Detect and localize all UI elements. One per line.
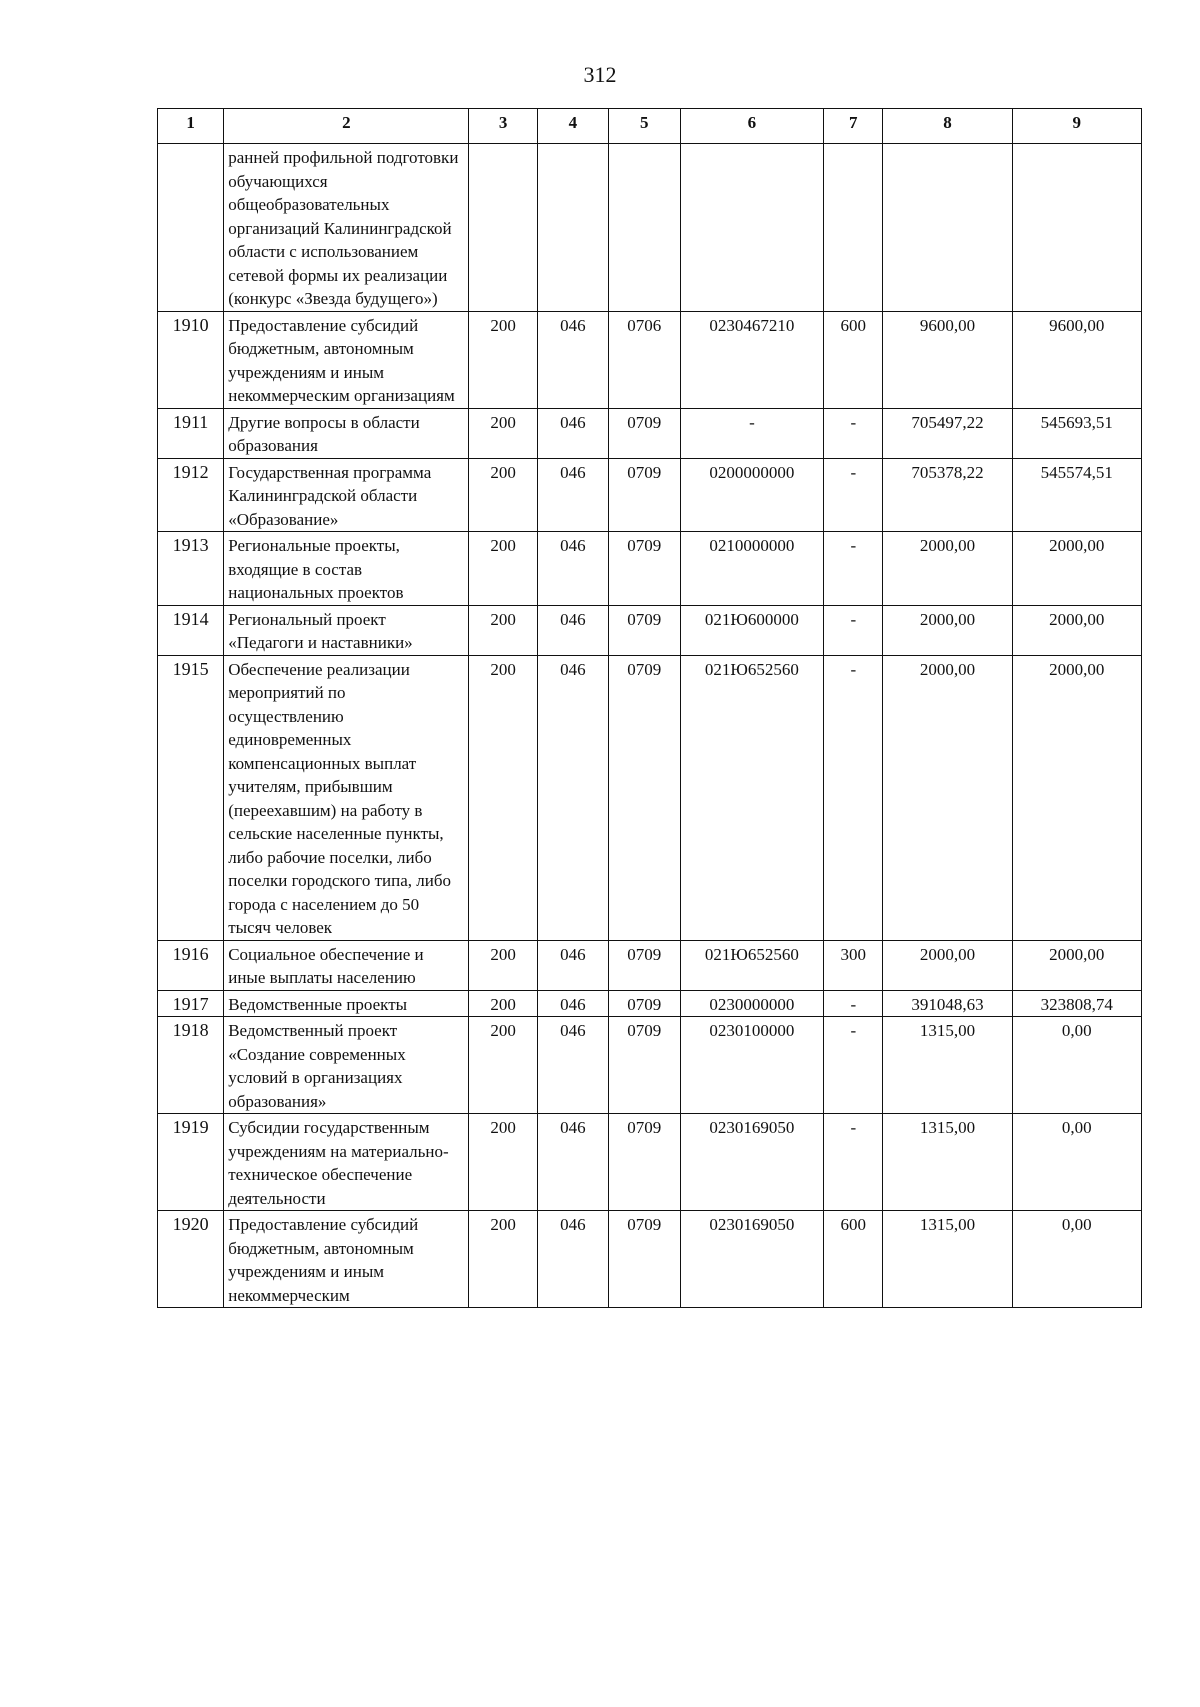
cell-col8: 2000,00	[883, 940, 1012, 990]
cell-col6: 0230100000	[680, 1017, 824, 1114]
cell-col5: 0709	[609, 1114, 680, 1211]
row-number: 1916	[158, 940, 224, 990]
cell-col8: 2000,00	[883, 532, 1012, 606]
cell-col9: 2000,00	[1012, 940, 1141, 990]
cell-col8: 9600,00	[883, 311, 1012, 408]
row-number: 1918	[158, 1017, 224, 1114]
cell-col7: 600	[824, 1211, 883, 1308]
cell-col5: 0709	[609, 532, 680, 606]
header-cell: 7	[824, 109, 883, 144]
cell-col4: 046	[537, 940, 608, 990]
cell-col4: 046	[537, 1211, 608, 1308]
header-cell: 1	[158, 109, 224, 144]
cell-col6: 0230467210	[680, 311, 824, 408]
page-number: 312	[583, 62, 617, 87]
cell-col4: 046	[537, 1114, 608, 1211]
cell-col7: -	[824, 605, 883, 655]
table-row	[158, 1211, 1142, 1308]
cell-col8: 2000,00	[883, 605, 1012, 655]
cell-col4: 046	[537, 458, 608, 532]
row-name: ранней профильной подготовки обучающихся общеобразовательных организаций Калининградской области с использованием сетевой формы их реализации (конкурс «Звезда будущего»)	[224, 144, 469, 312]
row-name: Региональный проект «Педагоги и наставники»	[224, 605, 469, 655]
budget-table	[157, 108, 1142, 1308]
row-number: 1915	[158, 655, 224, 940]
row-name: Субсидии государственным учреждениям на материально-техническое обеспечение деятельности	[224, 1114, 469, 1211]
row-number: 1917	[158, 990, 224, 1017]
row-number	[158, 144, 224, 312]
cell-col9: 0,00	[1012, 1211, 1141, 1308]
cell-col3: 200	[469, 990, 537, 1017]
cell-col6: -	[680, 408, 824, 458]
cell-col8: 391048,63	[883, 990, 1012, 1017]
row-name: Обеспечение реализации мероприятий по осуществлению единовременных компенсационных выплат учителям, прибывшим (переехавшим) на работу в сельские населенные пункты, либо рабочие поселки, либо поселки городского типа, либо города с населением до 50 тысяч человек	[224, 655, 469, 940]
cell-col7: -	[824, 532, 883, 606]
cell-col9: 545693,51	[1012, 408, 1141, 458]
cell-col9: 0,00	[1012, 1017, 1141, 1114]
cell-col7: -	[824, 655, 883, 940]
row-name: Социальное обеспечение и иные выплаты населению	[224, 940, 469, 990]
cell-col6: 021Ю652560	[680, 940, 824, 990]
cell-col3: 200	[469, 940, 537, 990]
table-row	[158, 458, 1142, 532]
table-row	[158, 1017, 1142, 1114]
cell-col6: 021Ю600000	[680, 605, 824, 655]
cell-col9: 0,00	[1012, 1114, 1141, 1211]
cell-col9: 2000,00	[1012, 605, 1141, 655]
header-cell: 9	[1012, 109, 1141, 144]
row-name: Ведомственные проекты	[224, 990, 469, 1017]
cell-col3: 200	[469, 1114, 537, 1211]
cell-col6: 0210000000	[680, 532, 824, 606]
cell-col4: 046	[537, 1017, 608, 1114]
row-name: Ведомственный проект «Создание современных условий в организациях образования»	[224, 1017, 469, 1114]
row-name: Региональные проекты, входящие в состав национальных проектов	[224, 532, 469, 606]
cell-col7: -	[824, 1017, 883, 1114]
cell-col4: 046	[537, 990, 608, 1017]
cell-col7: -	[824, 408, 883, 458]
row-name: Другие вопросы в области образования	[224, 408, 469, 458]
cell-col3	[469, 144, 537, 312]
table-row	[158, 655, 1142, 940]
cell-col7: 300	[824, 940, 883, 990]
header-cell: 8	[883, 109, 1012, 144]
row-number: 1911	[158, 408, 224, 458]
cell-col6: 021Ю652560	[680, 655, 824, 940]
cell-col5: 0709	[609, 940, 680, 990]
cell-col4: 046	[537, 532, 608, 606]
cell-col7	[824, 144, 883, 312]
cell-col5	[609, 144, 680, 312]
table-row	[158, 532, 1142, 606]
cell-col3: 200	[469, 1211, 537, 1308]
row-number: 1914	[158, 605, 224, 655]
cell-col4	[537, 144, 608, 312]
row-number: 1920	[158, 1211, 224, 1308]
row-name: Предоставление субсидий бюджетным, автономным учреждениям и иным некоммерческим организациям	[224, 311, 469, 408]
cell-col7: -	[824, 458, 883, 532]
cell-col8: 1315,00	[883, 1114, 1012, 1211]
header-row	[158, 109, 1142, 144]
cell-col8: 705497,22	[883, 408, 1012, 458]
cell-col5: 0709	[609, 1211, 680, 1308]
cell-col6: 0200000000	[680, 458, 824, 532]
cell-col5: 0709	[609, 655, 680, 940]
cell-col4: 046	[537, 605, 608, 655]
row-name: Государственная программа Калининградской области «Образование»	[224, 458, 469, 532]
cell-col7: -	[824, 990, 883, 1017]
cell-col5: 0709	[609, 408, 680, 458]
table-row	[158, 940, 1142, 990]
cell-col8: 1315,00	[883, 1211, 1012, 1308]
cell-col5: 0709	[609, 458, 680, 532]
cell-col8: 705378,22	[883, 458, 1012, 532]
cell-col3: 200	[469, 532, 537, 606]
table-row	[158, 1114, 1142, 1211]
cell-col8: 2000,00	[883, 655, 1012, 940]
cell-col3: 200	[469, 605, 537, 655]
cell-col6: 0230169050	[680, 1211, 824, 1308]
header-cell: 6	[680, 109, 824, 144]
cell-col3: 200	[469, 655, 537, 940]
cell-col5: 0709	[609, 990, 680, 1017]
cell-col9: 2000,00	[1012, 655, 1141, 940]
cell-col9: 545574,51	[1012, 458, 1141, 532]
cell-col3: 200	[469, 458, 537, 532]
cell-col5: 0706	[609, 311, 680, 408]
row-name: Предоставление субсидий бюджетным, автономным учреждениям и иным некоммерческим	[224, 1211, 469, 1308]
table-row	[158, 144, 1142, 312]
cell-col6	[680, 144, 824, 312]
cell-col9: 323808,74	[1012, 990, 1141, 1017]
cell-col6: 0230169050	[680, 1114, 824, 1211]
header-cell: 5	[609, 109, 680, 144]
header-cell: 3	[469, 109, 537, 144]
cell-col4: 046	[537, 311, 608, 408]
table-row	[158, 605, 1142, 655]
cell-col9: 9600,00	[1012, 311, 1141, 408]
cell-col4: 046	[537, 408, 608, 458]
row-number: 1912	[158, 458, 224, 532]
cell-col6: 0230000000	[680, 990, 824, 1017]
cell-col8: 1315,00	[883, 1017, 1012, 1114]
cell-col3: 200	[469, 311, 537, 408]
cell-col9	[1012, 144, 1141, 312]
cell-col9: 2000,00	[1012, 532, 1141, 606]
table-row	[158, 408, 1142, 458]
cell-col3: 200	[469, 408, 537, 458]
cell-col7: 600	[824, 311, 883, 408]
row-number: 1919	[158, 1114, 224, 1211]
table-row	[158, 990, 1142, 1017]
cell-col4: 046	[537, 655, 608, 940]
table-row	[158, 311, 1142, 408]
row-number: 1910	[158, 311, 224, 408]
cell-col3: 200	[469, 1017, 537, 1114]
cell-col5: 0709	[609, 1017, 680, 1114]
header-cell: 2	[224, 109, 469, 144]
cell-col8	[883, 144, 1012, 312]
cell-col5: 0709	[609, 605, 680, 655]
header-cell: 4	[537, 109, 608, 144]
row-number: 1913	[158, 532, 224, 606]
cell-col7: -	[824, 1114, 883, 1211]
